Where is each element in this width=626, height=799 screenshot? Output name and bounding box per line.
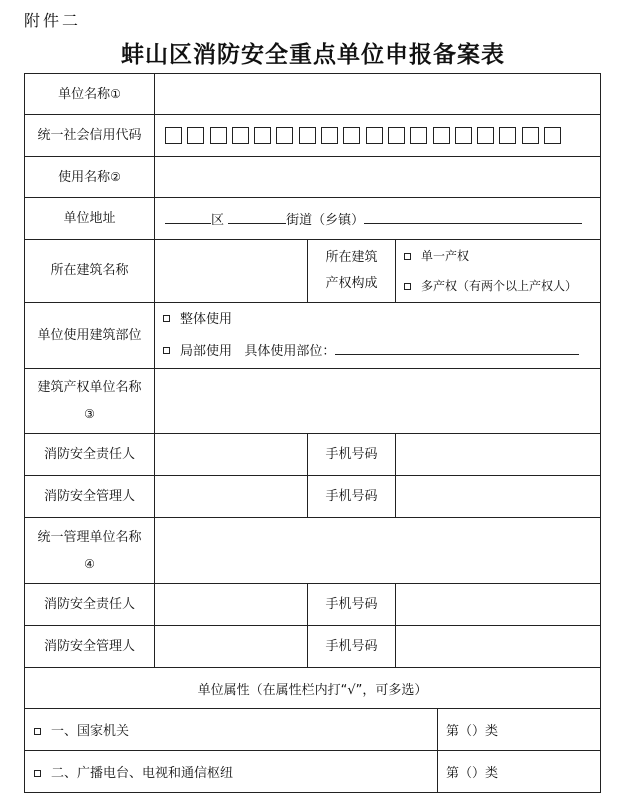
phone-field[interactable] — [396, 476, 601, 518]
row-fire-responsible-2 — [25, 584, 601, 626]
phone-field[interactable] — [396, 584, 601, 626]
unit-name-label: 单位名称① — [25, 74, 155, 115]
row-fire-responsible-1 — [25, 434, 601, 476]
use-part-options — [155, 303, 601, 369]
code-box[interactable] — [321, 127, 338, 144]
mgmt-unit-field[interactable] — [155, 518, 601, 584]
ownership-options — [396, 240, 601, 303]
street-detail-blank[interactable] — [364, 209, 582, 224]
row-credit-code — [25, 115, 601, 157]
phone-label: 手机号码 — [308, 626, 396, 668]
fire-responsible-label: 消防安全责任人 — [25, 584, 155, 626]
fire-manager-label: 消防安全管理人 — [25, 626, 155, 668]
credit-code-boxes[interactable] — [155, 115, 601, 157]
ownership-multi-option[interactable]: 多产权（有两个以上产权人） — [396, 271, 600, 301]
annex-label: 附件二 — [24, 11, 82, 30]
attr-header: 单位属性（在属性栏内打“√”，可多选） — [25, 668, 601, 709]
specific-part-text: 具体使用部位： — [244, 343, 336, 359]
fire-responsible-field[interactable] — [155, 434, 308, 476]
code-box[interactable] — [210, 127, 227, 144]
attr-option-state-organ[interactable]: 一、国家机关 — [25, 709, 438, 751]
row-mgmt-unit — [25, 518, 601, 584]
phone-field[interactable] — [396, 434, 601, 476]
use-name-field[interactable] — [155, 157, 601, 198]
code-box[interactable] — [299, 127, 316, 144]
mgmt-unit-label: 统一管理单位名称 ④ — [25, 518, 155, 584]
registration-form-table — [24, 73, 601, 793]
building-name-label: 所在建筑名称 — [25, 240, 155, 303]
code-box[interactable] — [232, 127, 249, 144]
credit-code-label: 统一社会信用代码 — [25, 115, 155, 157]
owner-unit-field[interactable] — [155, 369, 601, 434]
district-blank[interactable] — [165, 209, 211, 224]
row-attr-header — [25, 668, 601, 709]
attr-row — [25, 751, 601, 793]
ownership-label: 所在建筑 产权构成 — [308, 240, 396, 303]
row-fire-manager-1 — [25, 476, 601, 518]
code-box[interactable] — [499, 127, 516, 144]
phone-field[interactable] — [396, 626, 601, 668]
checkbox-icon[interactable] — [404, 253, 411, 260]
code-box[interactable] — [477, 127, 494, 144]
checkbox-icon[interactable] — [163, 347, 170, 354]
phone-label: 手机号码 — [308, 584, 396, 626]
fire-responsible-field[interactable] — [155, 584, 308, 626]
code-box[interactable] — [388, 127, 405, 144]
code-box[interactable] — [455, 127, 472, 144]
unit-name-field[interactable] — [155, 74, 601, 115]
district-text: 区 — [211, 213, 225, 228]
row-address — [25, 198, 601, 240]
ownership-single-option[interactable]: 单一产权 — [396, 241, 600, 271]
address-label: 单位地址 — [25, 198, 155, 240]
attr-row — [25, 709, 601, 751]
code-box[interactable] — [343, 127, 360, 144]
page-title: 蚌山区消防安全重点单位申报备案表 — [121, 41, 505, 68]
phone-label: 手机号码 — [308, 434, 396, 476]
use-part-partial-option[interactable]: 局部使用 具体使用部位： — [155, 336, 600, 368]
building-name-field[interactable] — [155, 240, 308, 303]
checkbox-icon[interactable] — [34, 770, 41, 777]
use-part-whole-option[interactable]: 整体使用 — [155, 304, 600, 336]
fire-responsible-label: 消防安全责任人 — [25, 434, 155, 476]
code-box[interactable] — [187, 127, 204, 144]
checkbox-icon[interactable] — [163, 315, 170, 322]
code-box[interactable] — [410, 127, 427, 144]
address-field[interactable] — [155, 198, 601, 240]
checkbox-icon[interactable] — [34, 728, 41, 735]
code-box[interactable] — [544, 127, 561, 144]
code-box[interactable] — [165, 127, 182, 144]
code-box[interactable] — [366, 127, 383, 144]
row-owner-unit — [25, 369, 601, 434]
owner-unit-label: 建筑产权单位名称 ③ — [25, 369, 155, 434]
street-text: 街道（乡镇） — [286, 213, 365, 228]
phone-label: 手机号码 — [308, 476, 396, 518]
code-box[interactable] — [254, 127, 271, 144]
specific-part-blank[interactable] — [335, 340, 579, 355]
checkbox-icon[interactable] — [404, 283, 411, 290]
attr-class-field[interactable]: 第（）类 — [438, 709, 601, 751]
street-blank[interactable] — [228, 209, 286, 224]
attr-class-field[interactable]: 第（）类 — [438, 751, 601, 793]
row-use-part — [25, 303, 601, 369]
row-building — [25, 240, 601, 303]
fire-manager-field[interactable] — [155, 476, 308, 518]
row-use-name — [25, 157, 601, 198]
code-box[interactable] — [276, 127, 293, 144]
row-unit-name — [25, 74, 601, 115]
attr-option-broadcast[interactable]: 二、广播电台、电视和通信枢纽 — [25, 751, 438, 793]
row-fire-manager-2 — [25, 626, 601, 668]
code-box[interactable] — [433, 127, 450, 144]
fire-manager-field[interactable] — [155, 626, 308, 668]
use-part-label: 单位使用建筑部位 — [25, 303, 155, 369]
use-name-label: 使用名称② — [25, 157, 155, 198]
code-box[interactable] — [522, 127, 539, 144]
fire-manager-label: 消防安全管理人 — [25, 476, 155, 518]
